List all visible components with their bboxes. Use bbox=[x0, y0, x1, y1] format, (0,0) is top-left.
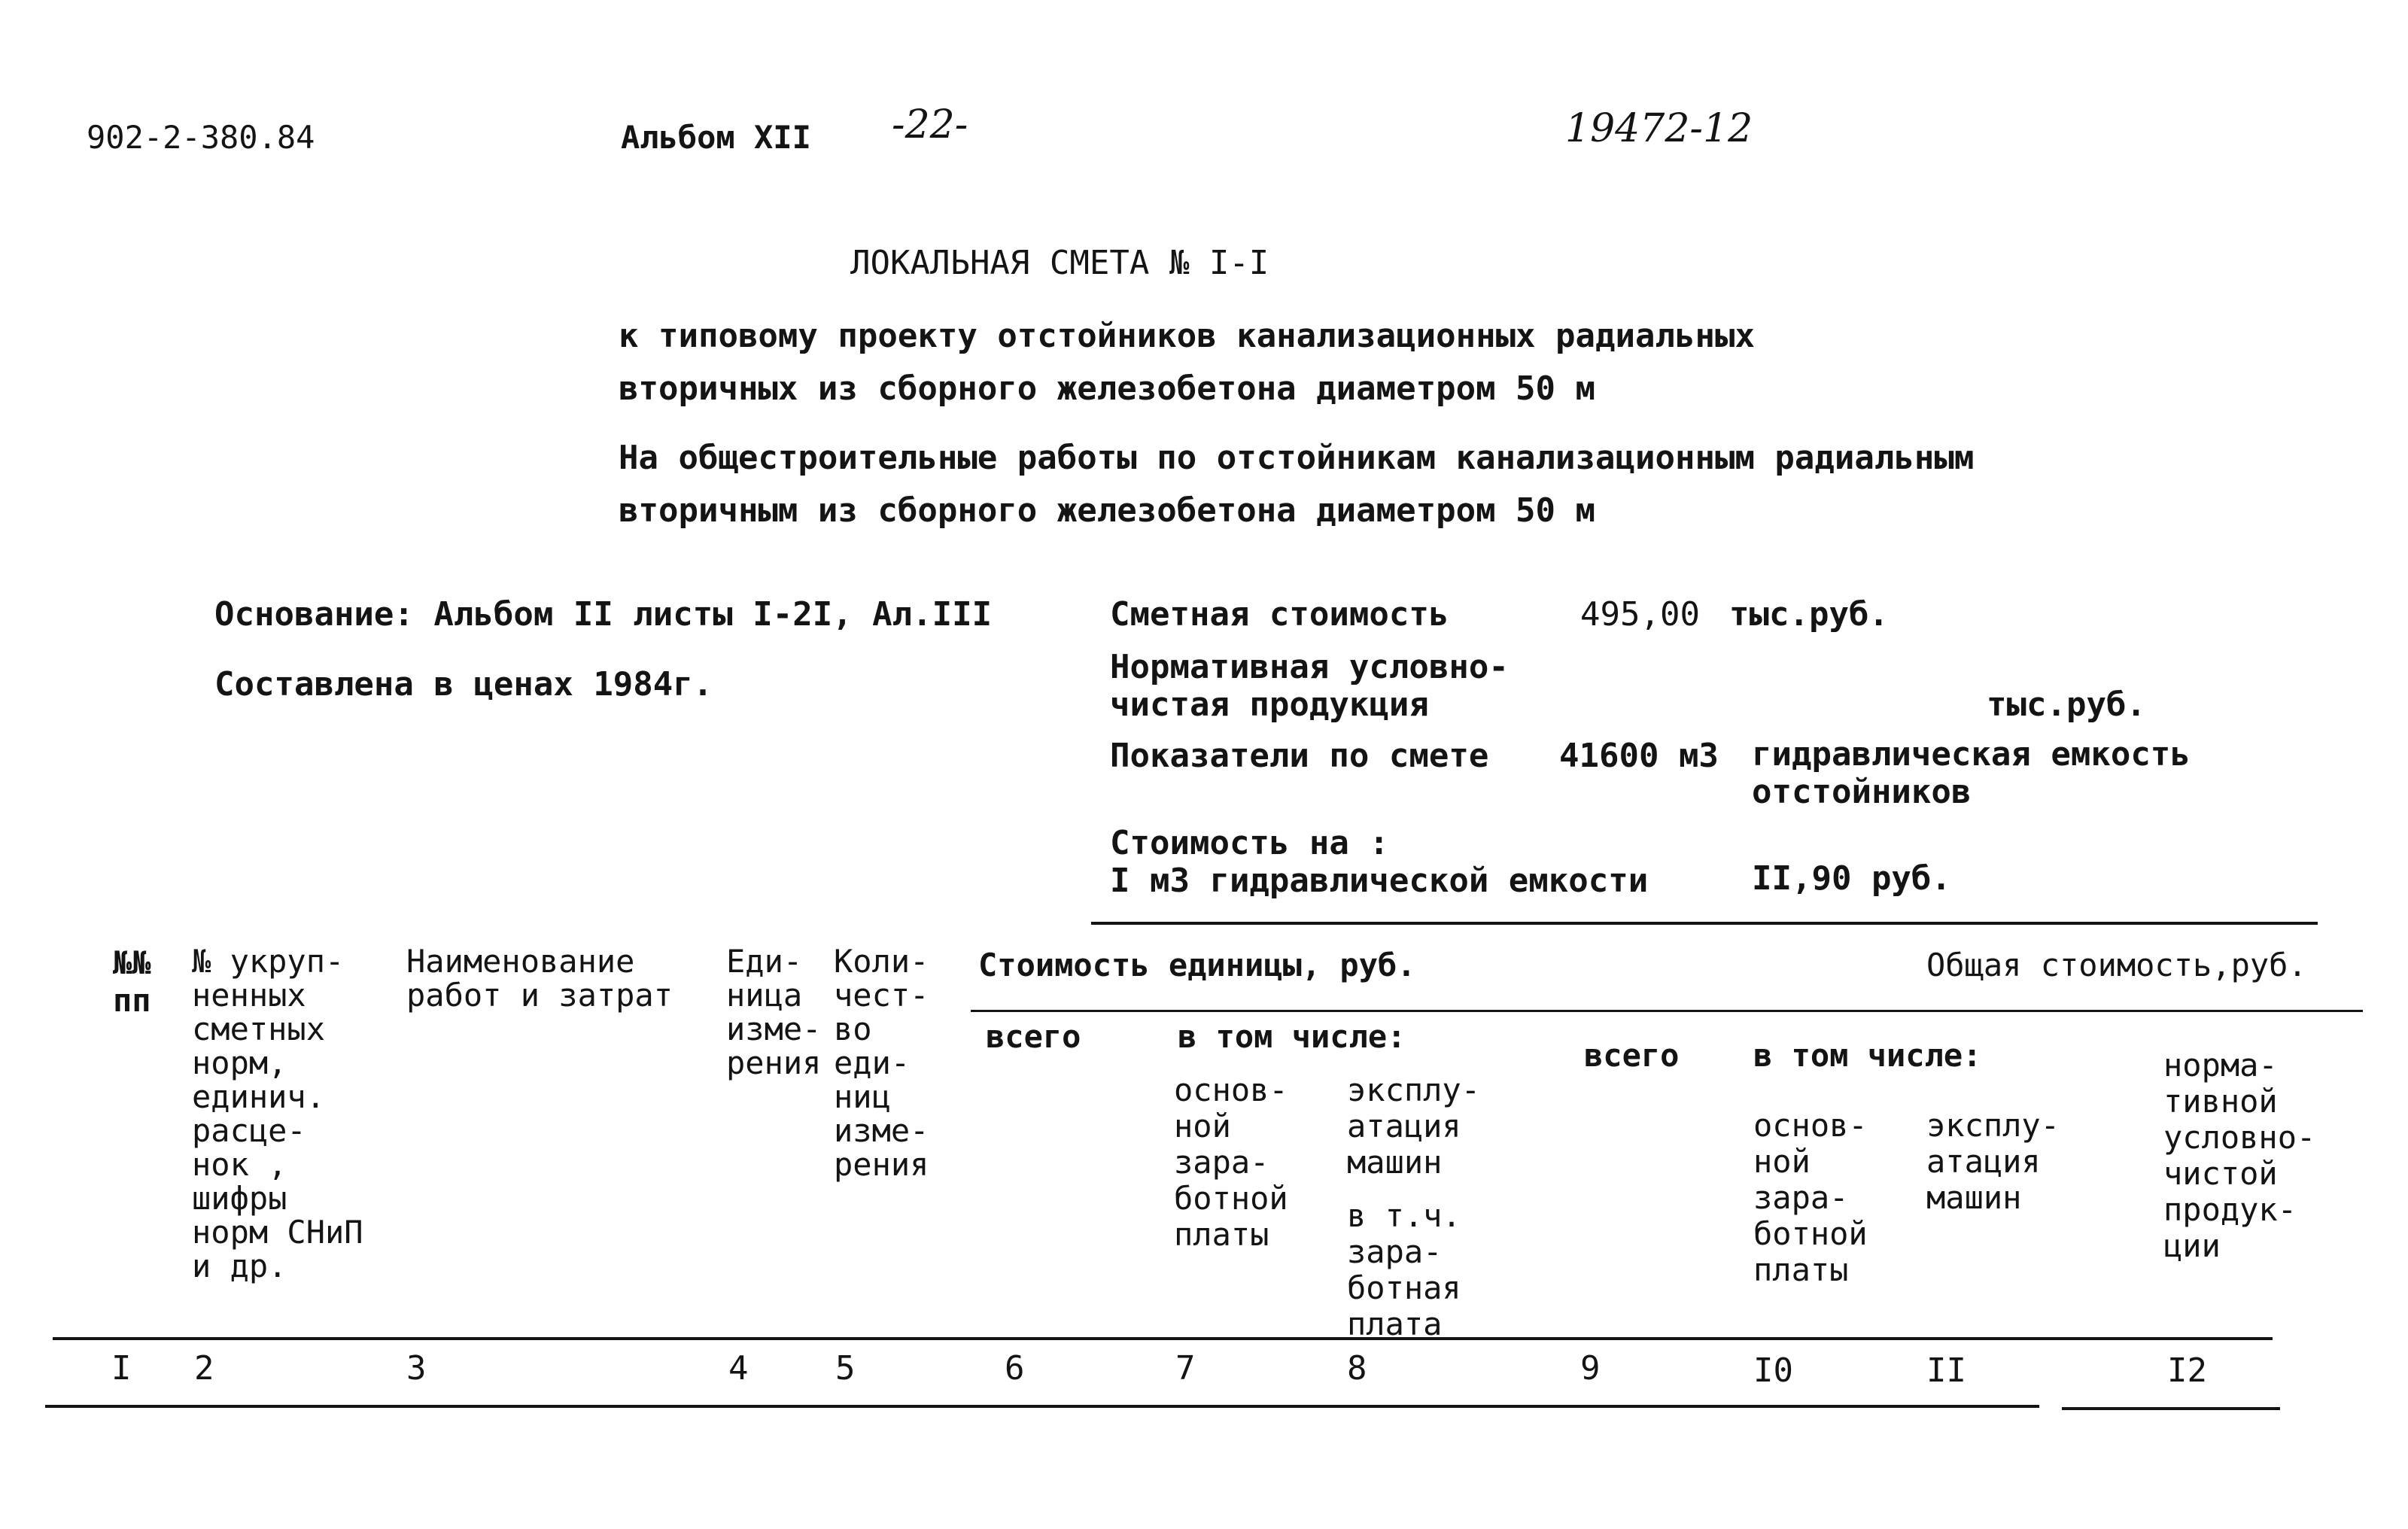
unit-including-header: в том числе: bbox=[1178, 1018, 1406, 1055]
table-right-rule bbox=[1934, 1010, 2363, 1012]
estimate-cost-unit: тыс.руб. bbox=[1729, 595, 1889, 634]
col-work-name-header: Наименование работ и затрат bbox=[406, 943, 673, 1014]
col-number-3: 3 bbox=[406, 1349, 427, 1388]
indicators-description: гидравлическая емкость отстойников bbox=[1752, 735, 2191, 811]
unit-machine-salary-header: в т.ч. зара- ботная плата bbox=[1347, 1197, 1461, 1342]
estimate-title: ЛОКАЛЬНАЯ СМЕТА № I-I bbox=[850, 244, 1269, 282]
col-number-6: 6 bbox=[1005, 1349, 1025, 1388]
col-number-1: I bbox=[111, 1349, 132, 1388]
estimate-cost-label: Сметная стоимость bbox=[1110, 595, 1449, 634]
indicators-label: Показатели по смете bbox=[1110, 737, 1489, 775]
col-quantity-header: Коли- чест- во еди- ниц изме- рения bbox=[834, 943, 929, 1183]
col-number-5: 5 bbox=[835, 1349, 856, 1388]
norm-product-unit: тыс.руб. bbox=[1987, 685, 2146, 724]
estimate-cost-value: 495,00 bbox=[1580, 595, 1700, 634]
table-bottom-rule-left bbox=[45, 1405, 2039, 1408]
title-line-4: вторичным из сборного железобетона диаметром 50 м bbox=[619, 491, 1596, 530]
table-top-rule bbox=[1091, 922, 2318, 925]
col-number-4: 4 bbox=[728, 1349, 749, 1388]
total-norm-product-header: норма- тивной условно- чистой продук- ции bbox=[2163, 1047, 2316, 1264]
page-number: -22- bbox=[892, 102, 968, 147]
price-year-text: Составлена в ценах 1984г. bbox=[214, 665, 713, 704]
col-norm-code-header: № укруп- ненных сметных норм, единич. расце- нок , шифры норм СНиП и др. bbox=[192, 943, 363, 1284]
total-including-header: в том числе: bbox=[1753, 1037, 1982, 1074]
indicators-value: 41600 м3 bbox=[1559, 737, 1719, 775]
unit-machine-header: эксплу- атация машин bbox=[1347, 1072, 1481, 1181]
table-subheader-rule bbox=[971, 1010, 1941, 1012]
col-number-8: 8 bbox=[1347, 1349, 1367, 1388]
title-line-1: к типовому проекту отстойников канализационных радиальных bbox=[619, 317, 1755, 355]
total-total-header: всего bbox=[1584, 1037, 1680, 1074]
col-unit-header: Еди- ница изме- рения bbox=[726, 943, 822, 1081]
table-header-rule bbox=[53, 1337, 2273, 1340]
col-number-12: I2 bbox=[2167, 1351, 2207, 1390]
total-base-salary-header: основ- ной зара- ботной платы bbox=[1753, 1107, 1868, 1288]
title-line-3: На общестроительные работы по отстойникам канализационным радиальным bbox=[619, 439, 1975, 477]
col-number-10: I0 bbox=[1753, 1351, 1793, 1390]
col-number-11: II bbox=[1926, 1351, 1966, 1390]
unit-total-header: всего bbox=[986, 1018, 1081, 1055]
cost-per-unit-label: Стоимость на : I м3 гидравлической емкости bbox=[1110, 824, 1649, 900]
unit-base-salary-header: основ- ной зара- ботной платы bbox=[1174, 1072, 1288, 1253]
basis-text: Основание: Альбом II листы I-2I, Ал.III bbox=[214, 595, 993, 634]
inventory-number: 19472-12 bbox=[1565, 106, 1753, 151]
col-number-9: 9 bbox=[1580, 1349, 1601, 1388]
col-row-number-header: №№ пп bbox=[113, 944, 151, 1019]
title-line-2: вторичных из сборного железобетона диаметром 50 м bbox=[619, 369, 1596, 408]
total-machine-header: эксплу- атация машин bbox=[1926, 1107, 2060, 1216]
unit-cost-group-header: Стоимость единицы, руб. bbox=[978, 947, 1416, 983]
norm-product-label: Нормативная условно- чистая продукция bbox=[1110, 648, 1509, 724]
col-number-7: 7 bbox=[1175, 1349, 1196, 1388]
doc-code: 902-2-380.84 bbox=[87, 119, 315, 156]
total-cost-group-header: Общая стоимость,руб. bbox=[1926, 947, 2307, 983]
cost-per-unit-value: II,90 руб. bbox=[1752, 859, 1951, 898]
col-number-2: 2 bbox=[194, 1349, 214, 1388]
table-bottom-rule-right bbox=[2062, 1407, 2280, 1410]
album-label: Альбом XII bbox=[621, 119, 811, 156]
